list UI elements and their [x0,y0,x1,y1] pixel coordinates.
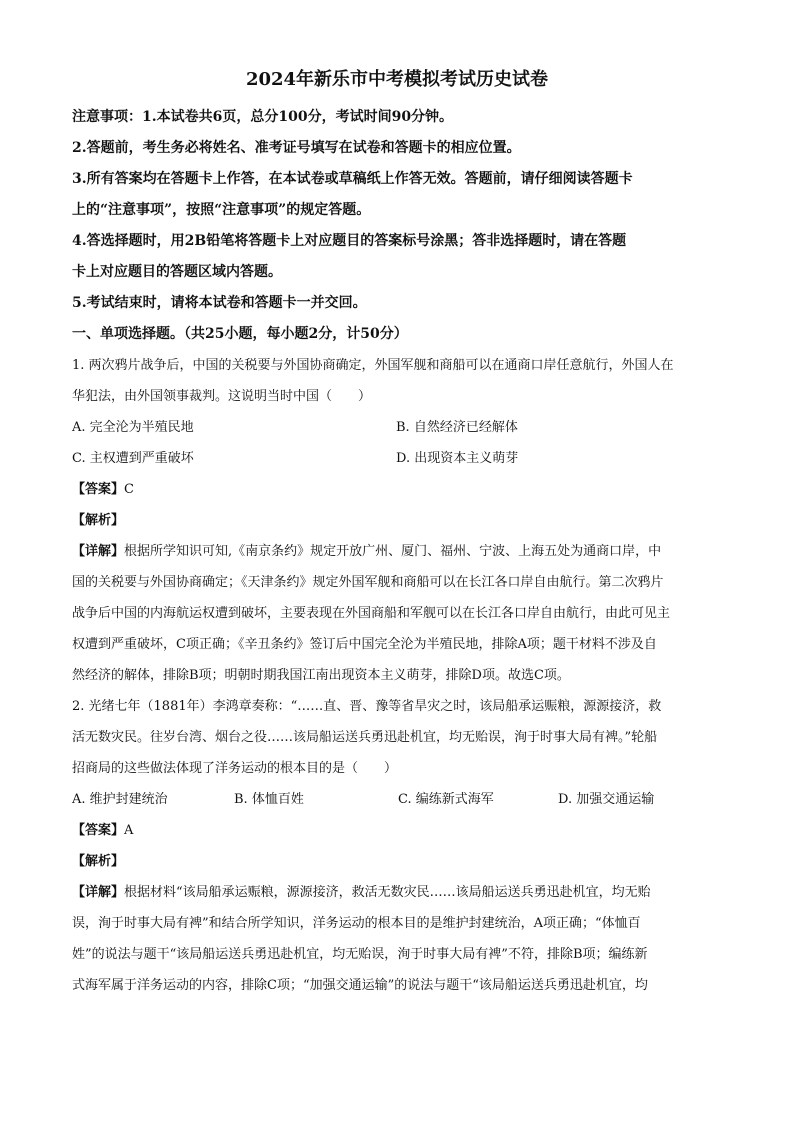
answer-line [72,815,722,846]
notice-line: 卡上对应题目的答题区域内答题。 [72,264,282,280]
answer-value: C [124,482,134,497]
option-list [72,784,722,815]
option-c: C. 主权遭到严重破坏 [72,451,194,466]
notice-line: 上的“注意事项”，按照“注意事项”的规定答题。 [72,202,371,218]
detail-tag: 【详解】 [72,544,125,559]
question-stem: 1. 两次鸦片战争后，中国的关税要与外国协商确定，外国军舰和商船可以在通商口岸任意航行，外国人在 [72,358,674,373]
analysis-line [72,505,722,536]
answer-tag: 【答案】 [72,482,125,497]
analysis-tag: 【解析】 [72,854,125,869]
option-c: C. 编练新式海军 [398,792,494,807]
option-a: A. 完全沦为半殖民地 [72,420,194,435]
notice-line: 3.所有答案均在答题卡上作答，在本试卷或草稿纸上作答无效。答题前，请仔细阅读答题卡 [72,171,633,187]
detail-text: 根据所学知识可知,《南京条约》规定开放广州、厦门、福州、宁波、上海五处为通商口岸，中 [124,544,662,559]
notice-line: 4.答选择题时，用2B铅笔将答题卡上对应题目的答案标号涂黑；答非选择题时，请在答题 [72,233,627,249]
detail-line: 式海军属于洋务运动的内容，排除C项；“加强交通运输”的说法与题干“该局船运送兵勇迅赴机宜，均 [72,978,648,993]
notice-line: 2.答题前，考生务必将姓名、准考证号填写在试卷和答题卡的相应位置。 [72,140,521,156]
detail-line: 权遭到严重破坏，C项正确；《辛丑条约》签订后中国完全沦为半殖民地，排除A项；题干材料不涉及自 [72,637,657,652]
option-b: B. 自然经济已经解体 [396,420,518,435]
detail-line [72,877,722,908]
question-stem: 华犯法，由外国领事裁判。这说明当时中国（ ） [72,389,372,404]
option-list [72,412,722,474]
detail-text: 根据材料“该局船承运赈粮，源源接济，救活无数灾民……该局船运送兵勇迅赴机宜，均无贻 [124,885,651,900]
detail-line: 然经济的解体，排除B项；明朝时期我国江南出现资本主义萌芽，排除D项。故选C项。 [72,668,570,683]
analysis-tag: 【解析】 [72,513,125,528]
detail-line [72,536,722,567]
answer-line [72,474,722,505]
detail-line: 姓”的说法与题干“该局船运送兵勇迅赴机宜，均无贻误，洵于时事大局有裨”不符，排除B项；编练新 [72,947,648,962]
exam-notice [72,102,722,319]
page-title: 2024年新乐市中考模拟考试历史试卷 [245,69,549,90]
answer-tag: 【答案】 [72,823,125,838]
question-stem: 活无数灾民。往岁台湾、烟台之役……该局船运送兵勇迅赴机宜，均无贻误，洵于时事大局有裨。”轮船 [72,730,658,745]
detail-line: 战争后中国的内海航运权遭到破坏，主要表现在外国商船和军舰可以在长江各口岸自由航行，由此可见主 [72,606,671,621]
notice-line: 5.考试结束时，请将本试卷和答题卡一并交回。 [72,295,367,311]
option-d: D. 出现资本主义萌芽 [396,451,519,466]
section-title: 一、单项选择题。（共25小题，每小题2分，计50分） [72,326,408,342]
detail-line: 误，洵于时事大局有裨”和结合所学知识，洋务运动的根本目的是维护封建统治，A项正确；“体恤百 [72,916,641,931]
detail-line: 国的关税要与外国协商确定；《天津条约》规定外国军舰和商船可以在长江各口岸自由航行。第二次鸦片 [72,575,664,590]
question-stem: 2. 光绪七年（1881年）李鸿章奏称：“……直、晋、豫等省旱灾之时，该局船承运赈粮，源源接济，救 [72,699,662,714]
analysis-line [72,846,722,877]
detail-tag: 【详解】 [72,885,125,900]
option-a: A. 维护封建统治 [72,792,168,807]
option-b: B. 体恤百姓 [234,792,304,807]
question-1 [72,350,722,691]
question-stem: 招商局的这些做法体现了洋务运动的根本目的是（ ） [72,761,398,776]
notice-line: 注意事项：1.本试卷共6页，总分100分，考试时间90分钟。 [72,109,454,125]
question-2 [72,691,722,1001]
exam-page [72,62,722,1001]
answer-value: A [124,823,134,838]
option-d: D. 加强交通运输 [558,792,655,807]
